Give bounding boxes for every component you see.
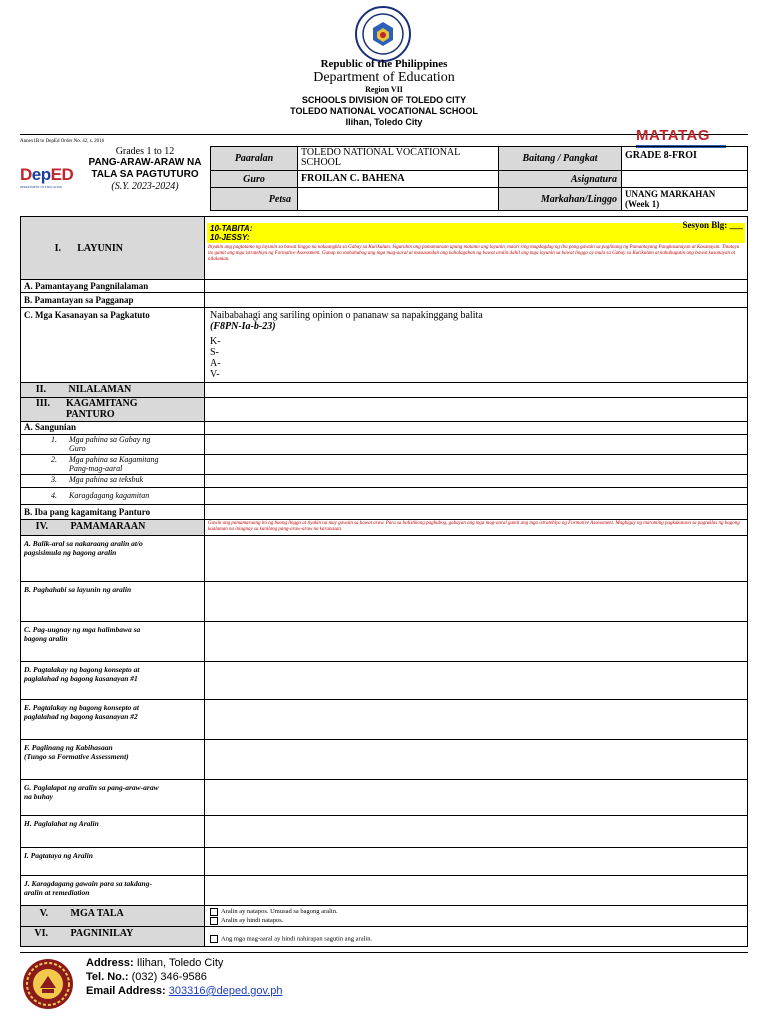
school-line: TOLEDO NATIONAL VOCATIONAL SCHOOL <box>290 106 478 116</box>
nilalaman-value[interactable] <box>205 383 748 398</box>
location-line: Ilihan, Toledo City <box>345 117 423 127</box>
paaralan-label: Paaralan <box>211 147 298 171</box>
step-i-value[interactable] <box>205 848 748 876</box>
step-e: E. Pagtalakay ng bagong konsepto at paglalahad ng bagong kasanayan #2 <box>21 700 205 740</box>
iba-kagamitan-label: B. Iba pang kagamitang Panturo <box>21 505 205 520</box>
asignatura-value[interactable] <box>622 171 748 188</box>
asignatura-label: Asignatura <box>499 171 622 188</box>
kagamitan-value[interactable] <box>205 398 748 422</box>
step-b-value[interactable] <box>205 582 748 622</box>
layunin-cell[interactable] <box>205 217 748 280</box>
baitang-value[interactable]: GRADE 8-FROI <box>622 147 748 171</box>
info-table <box>210 146 748 211</box>
step-f-value[interactable] <box>205 740 748 780</box>
guro-value[interactable]: FROILAN C. BAHENA <box>298 171 499 188</box>
checkbox-icon[interactable] <box>210 935 218 943</box>
tel-label: Tel. No.: <box>86 971 129 983</box>
school-seal <box>22 958 74 1010</box>
division-line: SCHOOLS DIVISION OF TOLEDO CITY <box>301 95 467 105</box>
markahan-label: Markahan/Linggo <box>499 188 622 211</box>
address-label: Address: <box>86 957 134 969</box>
tala-option-2[interactable]: Aralin ay hindi natapos. <box>210 916 742 925</box>
pagganap-value[interactable] <box>205 293 748 308</box>
guro-label: Guro <box>211 171 298 188</box>
petsa-label: Petsa <box>211 188 298 211</box>
pagganap-label: B. Pamantayan sa Pagganap <box>21 293 205 308</box>
pamamaraan-note: Gawin ang pamamaraang ito ng buong linggo at tiyakin na may gawain sa bawat araw. Para sa holistikong paghubog, gabayan ang mga mag-aaral gamit ang mga istratehiya ng Formative Assessment. Magbigay ng maraming pagkakataon sa pagtuklas ng bagong kaalaman na iniugnay sa kanilang pang-araw-araw na karanasan. <box>205 520 748 536</box>
sang-item-1: 1. Mga pahina sa Gabay ng Guro <box>21 435 205 455</box>
kasanayan-value[interactable]: Naibabahagi ang sariling opinion o pananaw sa napakinggang balita (F8PN-Ia-b-23) K- S- A- V- <box>205 308 748 383</box>
email-label: Email Address: <box>86 985 166 997</box>
footer-contact <box>86 956 282 998</box>
sang-item-3-value[interactable] <box>205 475 748 488</box>
school-year: (S.Y. 2023-2024) <box>111 181 179 192</box>
tala-options <box>205 906 748 927</box>
pamantayang-value[interactable] <box>205 280 748 293</box>
pamantayang-label: A. Pamantayang Pangnilalaman <box>21 280 205 293</box>
region-line: Region VII <box>365 85 403 94</box>
step-c: C. Pag-uugnay ng mga halimbawa sa bagong aralin <box>21 622 205 662</box>
step-j: J. Karagdagang gawain para sa takdang- aralin at remediation <box>21 876 205 906</box>
step-d-value[interactable] <box>205 662 748 700</box>
pamamaraan-header: IV. PAMAMARAAN <box>21 520 205 536</box>
step-j-value[interactable] <box>205 876 748 906</box>
step-d: D. Pagtalakay ng bagong konsepto at paglalahad ng bagong kasanayan #1 <box>21 662 205 700</box>
kasanayan-label: C. Mga Kasanayan sa Pagkatuto <box>21 308 205 383</box>
title-line1: PANG-ARAW-ARAW NA <box>88 157 202 168</box>
deped-seal <box>355 6 411 62</box>
step-b: B. Paghahabi sa layunin ng aralin <box>21 582 205 622</box>
step-g: G. Paglalapat ng aralin sa pang-araw-araw na buhay <box>21 780 205 816</box>
nilalaman-header: II. NILALAMAN <box>21 383 205 398</box>
step-g-value[interactable] <box>205 780 748 816</box>
layunin-header: I. LAYUNIN <box>21 217 205 280</box>
republic-line: Republic of the Philippines <box>320 58 448 70</box>
main-table <box>20 216 748 947</box>
deped-logo: DepED DEPARTMENT OF EDUCATION <box>20 165 74 189</box>
step-a-value[interactable] <box>205 536 748 582</box>
iba-kagamitan-value[interactable] <box>205 505 748 520</box>
layunin-note: Itiyakin ang pagtatamo ng layunin sa bawat linggo na nakaangkla sa Gabay sa Kurikulum. Siguruhin ang pamamaraan upang matamo ang layunin, maari ring magdagdag ng iba pang gawain sa paglinang ng Pamantayang Pangkasanayan at Kasanayan. Tinataya ito gamit ang mga istratehiya ng Formative Assessment. Ganap na mahahubog ang mga mag-aaral at masusundan ang kahalagahan ng bawat aralin dahil ang mga layunin sa bawat linggo ay mula sa Gabay sa Kurikulum at kahuhugutin ang bawat kasanayan at nilalaman. <box>208 245 740 262</box>
step-a: A. Balik-aral sa nakaraang aralin at/o pagsisimula ng bagong aralin <box>21 536 205 582</box>
pagninilay-option[interactable]: Ang mga mag-aaral ay hindi nahirapan sagutin ang aralin. <box>205 927 748 947</box>
checkbox-icon[interactable] <box>210 917 218 925</box>
tala-header: V. MGA TALA <box>21 906 205 927</box>
step-f: F. Paglinang ng Kabihasaan (Tungo sa Formative Assessment) <box>21 740 205 780</box>
sesyon-label: Sesyon Blg: ___ <box>682 220 743 230</box>
matatag-logo: MATATAG <box>636 127 748 149</box>
step-h: H. Paglalahat ng Aralin <box>21 816 205 848</box>
step-c-value[interactable] <box>205 622 748 662</box>
title-line2: TALA SA PAGTUTURO <box>91 169 199 180</box>
section-labels: 10-TABITA: 10-JESSY: <box>207 223 745 243</box>
sang-item-1-value[interactable] <box>205 435 748 455</box>
footer-divider <box>20 952 748 953</box>
tala-option-1[interactable]: Aralin ay natapos. Umusad sa bagong aralin. <box>210 907 742 916</box>
checkbox-icon[interactable] <box>210 908 218 916</box>
sanggunian-value[interactable] <box>205 422 748 435</box>
baitang-label: Baitang / Pangkat <box>499 147 622 171</box>
tel-value: (032) 346-9586 <box>131 971 207 983</box>
paaralan-value[interactable]: TOLEDO NATIONAL VOCATIONAL SCHOOL <box>298 147 499 171</box>
sang-item-4: 4. Karagdagang kagamitan <box>21 488 205 505</box>
kagamitan-header: III. KAGAMITANG PANTURO <box>21 398 205 422</box>
markahan-value[interactable]: UNANG MARKAHAN (Week 1) <box>622 188 748 211</box>
sang-item-3: 3. Mga pahina sa teksbuk <box>21 475 205 488</box>
sanggunian-label: A. Sangunian <box>21 422 205 435</box>
step-i: I. Pagtataya ng Aralin <box>21 848 205 876</box>
petsa-value[interactable] <box>298 188 499 211</box>
grades-text: Grades 1 to 12 <box>115 146 175 157</box>
email-link[interactable]: 303316@deped.gov.ph <box>168 985 283 997</box>
step-e-value[interactable] <box>205 700 748 740</box>
sang-item-4-value[interactable] <box>205 488 748 505</box>
sang-item-2: 2. Mga pahina sa Kagamitang Pang-mag-aaral <box>21 455 205 475</box>
pagninilay-header: VI. PAGNINILAY <box>21 927 205 947</box>
department-line: Department of Education <box>313 70 455 85</box>
sang-item-2-value[interactable] <box>205 455 748 475</box>
step-h-value[interactable] <box>205 816 748 848</box>
annex-text: Annex1B to DepEd Order No. 42, s. 2016 <box>20 139 105 144</box>
address-value: Ilihan, Toledo City <box>136 957 224 969</box>
